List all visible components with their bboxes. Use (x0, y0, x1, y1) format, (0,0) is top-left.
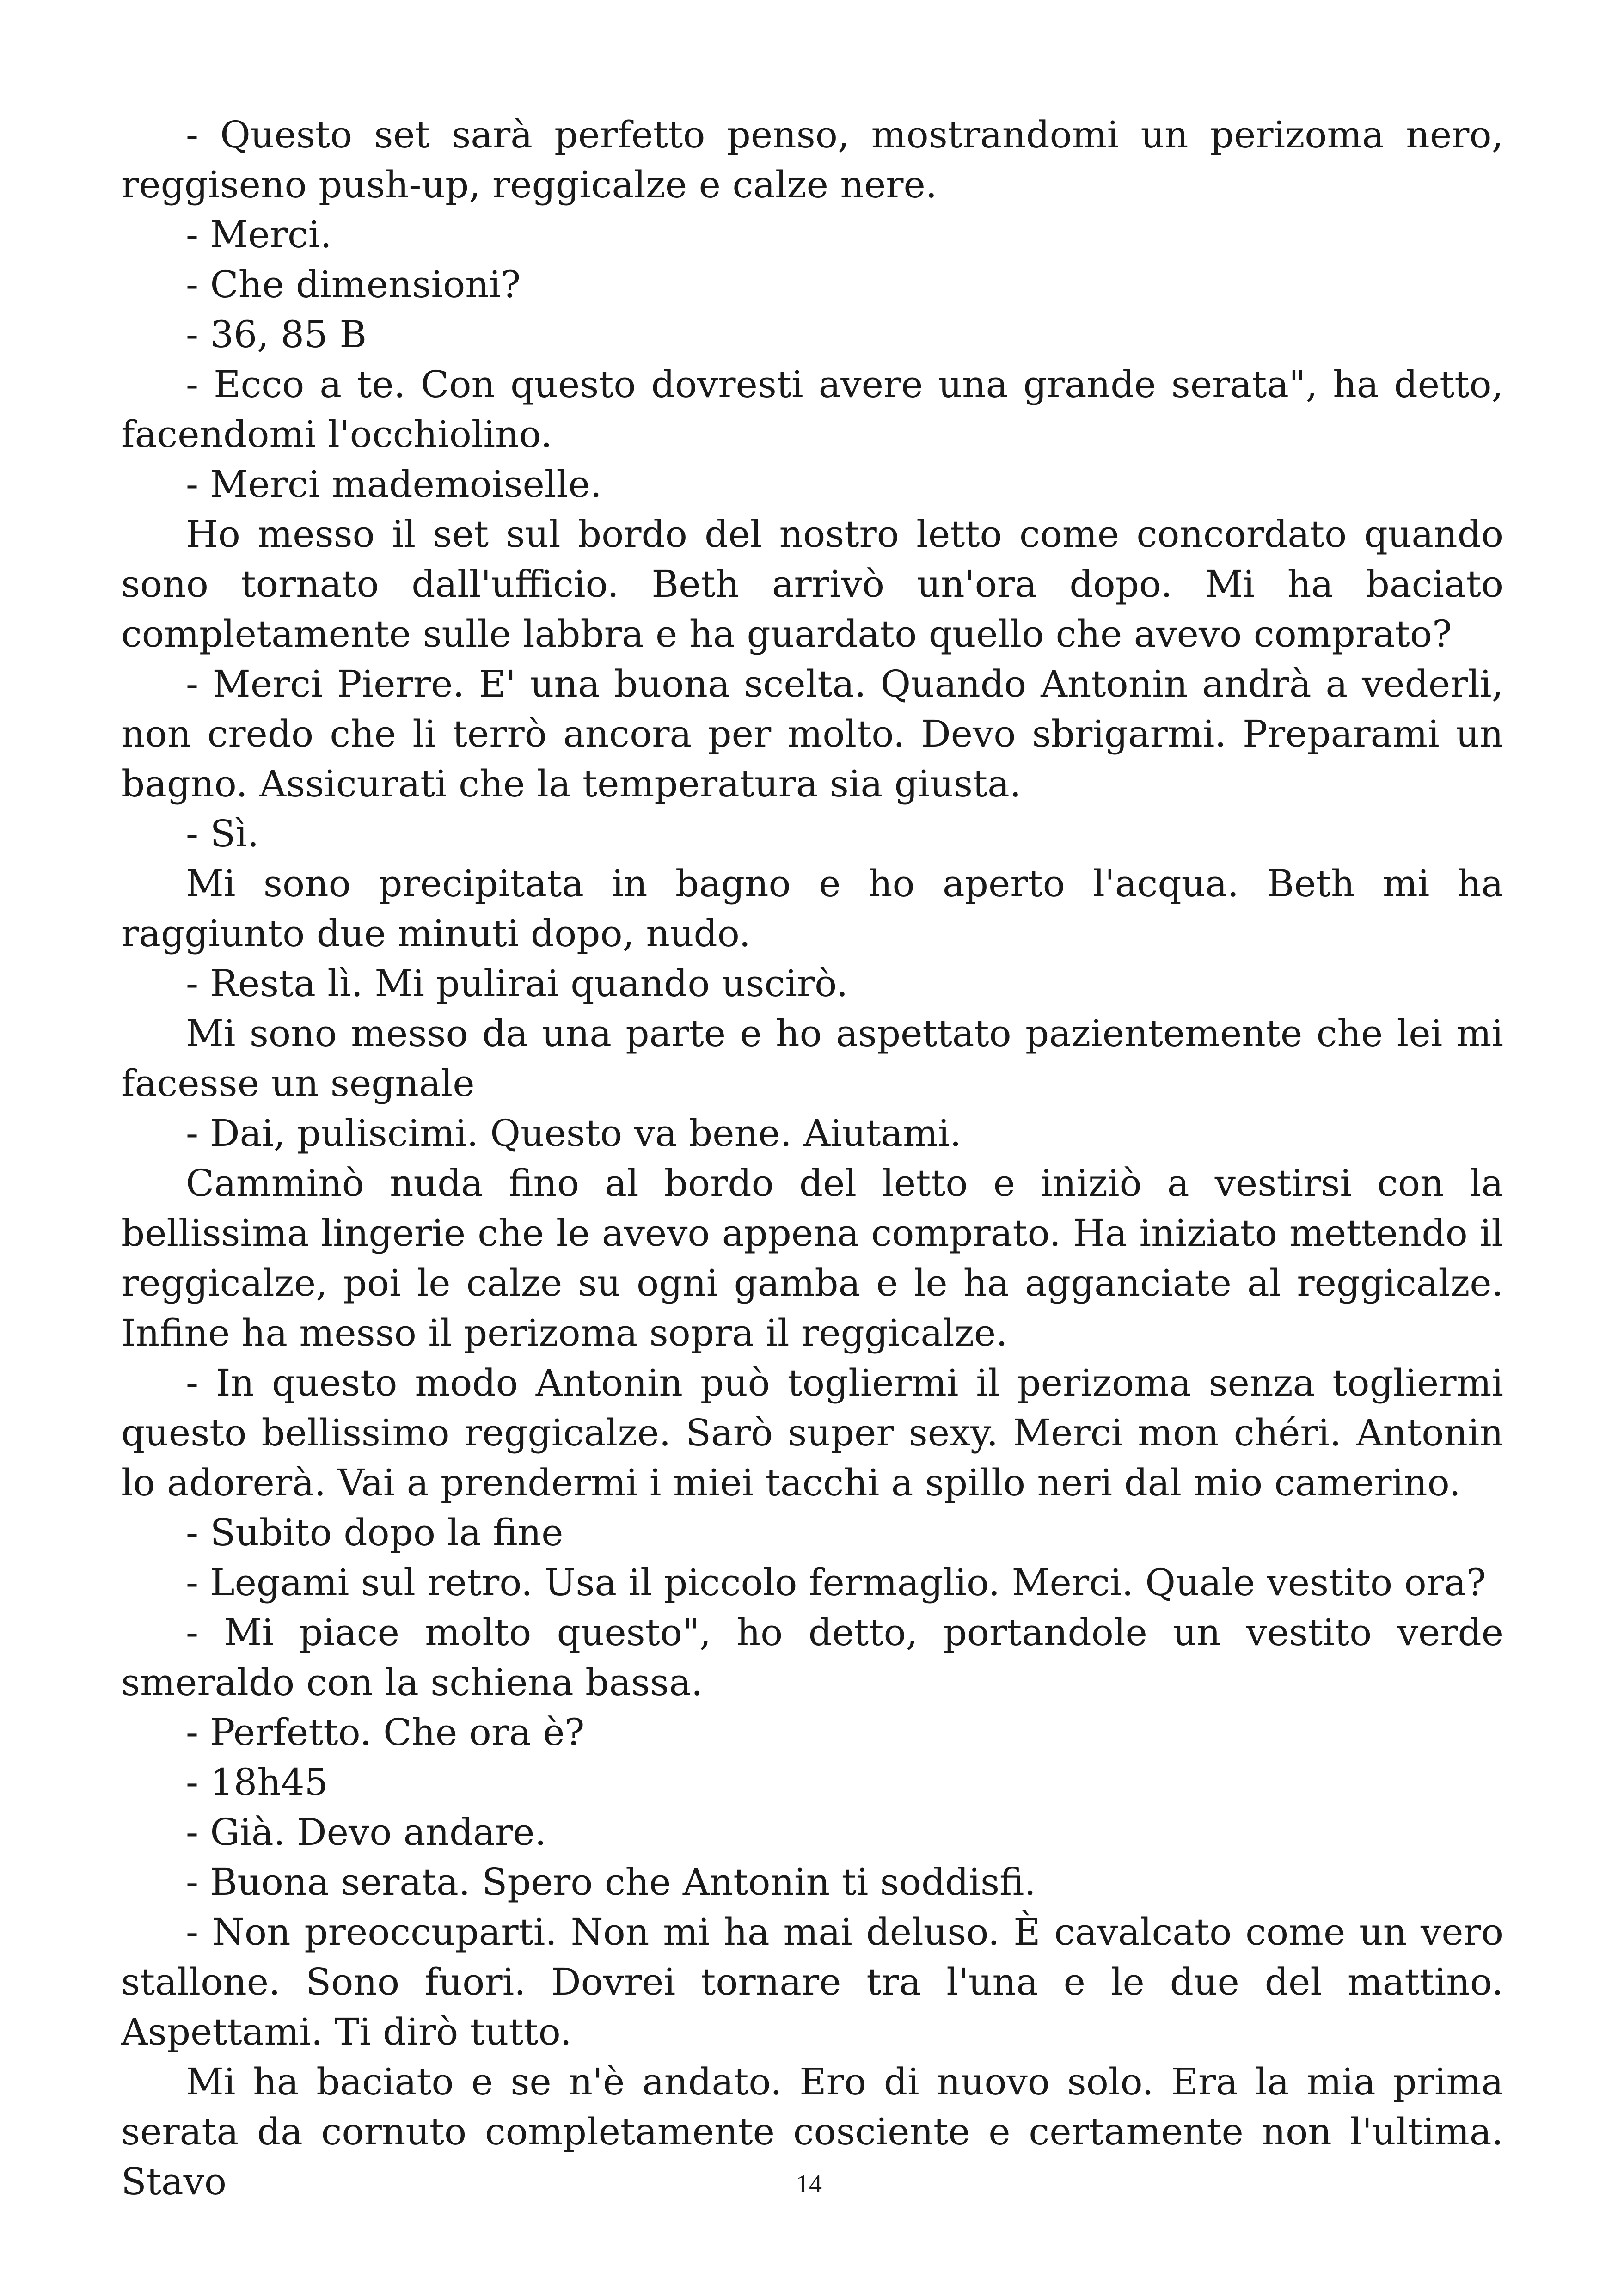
paragraph: - Perfetto. Che ora è? (186, 1711, 585, 1754)
paragraph: Camminò nuda fino al bordo del letto e iniziò a vestirsi con la bellissima lingerie che le avevo appena comprato. Ha iniziato mettendo il reggicalze, poi le calze su ogni gamba e le ha agganciate al reggicalze. Infine ha messo il perizoma sopra il reggicalze. (121, 1162, 1503, 1354)
paragraph: - Ecco a te. Con questo dovresti avere una grande serata", ha detto, facendomi l'occhiolino. (121, 363, 1503, 456)
paragraph: - Sì. (186, 812, 259, 855)
body-text (121, 110, 1503, 2207)
paragraph: - Merci Pierre. E' una buona scelta. Quando Antonin andrà a vederli, non credo che li terrò ancora per molto. Devo sbrigarmi. Preparami un bagno. Assicurati che la temperatura sia giusta. (121, 662, 1503, 805)
paragraph: - Mi piace molto questo", ho detto, portandole un vestito verde smeraldo con la schiena bassa. (121, 1611, 1503, 1704)
page-number: 14 (796, 2170, 822, 2198)
paragraph: - Merci mademoiselle. (186, 463, 602, 506)
paragraph: - Dai, puliscimi. Questo va bene. Aiutami. (186, 1112, 962, 1155)
paragraph: - Buona serata. Spero che Antonin ti soddisfi. (186, 1861, 1036, 1904)
paragraph: Mi sono precipitata in bagno e ho aperto l'acqua. Beth mi ha raggiunto due minuti dopo, nudo. (121, 862, 1503, 955)
paragraph: - Già. Devo andare. (186, 1811, 546, 1854)
paragraph: - Legami sul retro. Usa il piccolo fermaglio. Merci. Quale vestito ora? (186, 1561, 1486, 1604)
paragraph: - In questo modo Antonin può togliermi il perizoma senza togliermi questo bellissimo reggicalze. Sarò super sexy. Merci mon chéri. Antonin lo adorerà. Vai a prendermi i miei tacchi a spillo neri dal mio camerino. (121, 1361, 1503, 1504)
paragraph: - Questo set sarà perfetto penso, mostrandomi un perizoma nero, reggiseno push-up, reggicalze e calze nere. (121, 113, 1503, 206)
paragraph: - Merci. (186, 213, 332, 256)
paragraph: - 18h45 (186, 1761, 328, 1804)
paragraph: - Subito dopo la fine (186, 1511, 564, 1554)
paragraph: Mi ha baciato e se n'è andato. Ero di nuovo solo. Era la mia prima serata da cornuto completamente cosciente e certamente non l'ultima. Stavo (121, 2060, 1503, 2203)
paragraph: Mi sono messo da una parte e ho aspettato pazientemente che lei mi facesse un segnale (121, 1012, 1503, 1105)
paragraph: - Che dimensioni? (186, 263, 521, 306)
paragraph: Ho messo il set sul bordo del nostro letto come concordato quando sono tornato dall'ufficio. Beth arrivò un'ora dopo. Mi ha baciato completamente sulle labbra e ha guardato quello che avevo comprato? (121, 513, 1503, 655)
paragraph: - 36, 85 B (186, 313, 367, 356)
paragraph: - Non preoccuparti. Non mi ha mai deluso. È cavalcato come un vero stallone. Sono fuori. Dovrei tornare tra l'una e le due del mattino. Aspettami. Ti dirò tutto. (121, 1910, 1503, 2053)
paragraph: - Resta lì. Mi pulirai quando uscirò. (186, 962, 848, 1005)
